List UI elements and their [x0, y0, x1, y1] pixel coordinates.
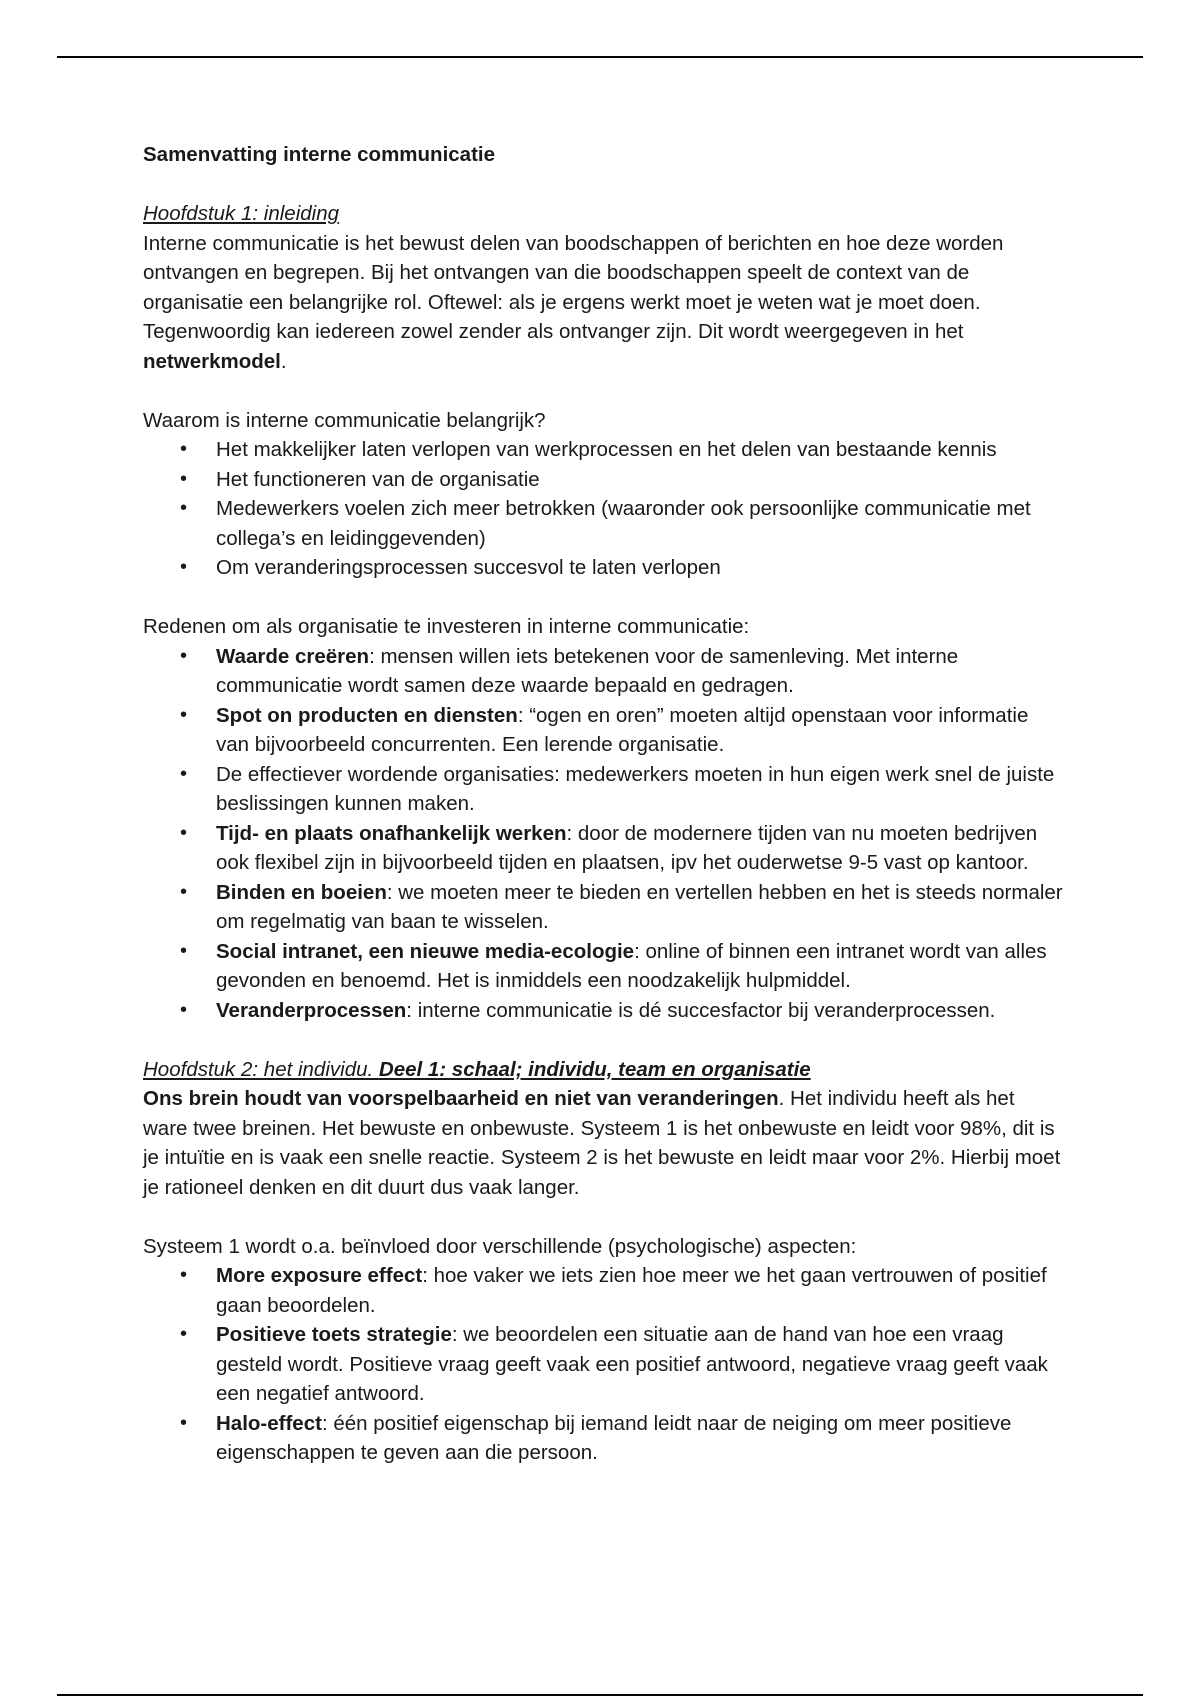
list-item: • De effectiever wordende organisaties: medewerkers moeten in hun eigen werk snel de juiste beslissingen kunnen maken. [143, 760, 1063, 819]
list-item: • Positieve toets strategie: we beoordelen een situatie aan de hand van hoe een vraag gesteld wordt. Positieve vraag geeft vaak een positief antwoord, negatieve vraag geeft vaak een negatief antwoord. [143, 1320, 1063, 1409]
system-1-question: Systeem 1 wordt o.a. beïnvloed door verschillende (psychologische) aspecten: [143, 1234, 857, 1258]
list-item: • More exposure effect: hoe vaker we iets zien hoe meer we het gaan vertrouwen of positief gaan beoordelen. [143, 1261, 1063, 1320]
list-item: • Waarde creëren: mensen willen iets betekenen voor de samenleving. Met interne communicatie wordt samen deze waarde bepaald en gedragen. [143, 642, 1063, 701]
term-netwerkmodel: netwerkmodel [143, 349, 281, 373]
chapter-1-intro: Interne communicatie is het bewust delen van boodschappen of berichten en hoe deze worden ontvangen en begrepen. Bij het ontvangen van die boodschappen speelt de context van de organisatie een belangrijke rol. Oftewel: als je ergens werkt moet je weten wat je moet doen. Tegenwoordig kan iedereen zowel zender als ontvanger zijn. Dit wordt weergegeven in het netwerkmodel. [143, 231, 1004, 373]
list-item: • Het makkelijker laten verlopen van werkprocessen en het delen van bestaande kennis [143, 435, 1063, 465]
reasons-list [143, 642, 1063, 1026]
list-item: • Social intranet, een nieuwe media-ecologie: online of binnen een intranet wordt van alles gevonden en benoemd. Het is inmiddels een noodzakelijk hulpmiddel. [143, 937, 1063, 996]
list-item: • Medewerkers voelen zich meer betrokken (waaronder ook persoonlijke communicatie met collega’s en leidinggevenden) [143, 494, 1063, 553]
why-question: Waarom is interne communicatie belangrijk? [143, 408, 546, 432]
list-item: • Halo-effect: één positief eigenschap bij iemand leidt naar de neiging om meer positieve eigenschappen te geven aan die persoon. [143, 1409, 1063, 1468]
list-item: • Tijd- en plaats onafhankelijk werken: door de modernere tijden van nu moeten bedrijven ook flexibel zijn in bijvoorbeeld tijden en plaatsen, ipv het ouderwetse 9-5 vast op kantoor. [143, 819, 1063, 878]
chapter-2-heading: Hoofdstuk 2: het individu. Deel 1: schaal; individu, team en organisatie [143, 1057, 811, 1081]
aspects-list [143, 1261, 1063, 1468]
header-rule [57, 56, 1143, 58]
reasons-question: Redenen om als organisatie te investeren in interne communicatie: [143, 615, 750, 638]
footer-rule [57, 1694, 1143, 1696]
list-item: • Binden en boeien: we moeten meer te bieden en vertellen hebben en het is steeds normaler om regelmatig van baan te wisselen. [143, 878, 1063, 937]
chapter-1-heading: Hoofdstuk 1: inleiding [143, 202, 340, 225]
list-item: • Om veranderingsprocessen succesvol te laten verlopen [143, 553, 1063, 583]
document-body [143, 140, 1063, 1468]
document-title: Samenvatting interne communicatie [143, 143, 496, 166]
why-list [143, 435, 1063, 583]
list-item: • Veranderprocessen: interne communicatie is dé succesfactor bij veranderprocessen. [143, 996, 1063, 1026]
chapter-2-intro: Ons brein houdt van voorspelbaarheid en niet van veranderingen. Het individu heeft als het ware twee breinen. Het bewuste en onbewuste. Systeem 1 is het onbewuste en leidt voor 98%, dit is je intuïtie en is vaak een snelle reactie. Systeem 2 is het bewuste en leidt maar voor 2%. Hierbij moet je rationeel denken en dit duurt dus vaak langer. [143, 1087, 1061, 1199]
list-item: • Spot on producten en diensten: “ogen en oren” moeten altijd openstaan voor informatie van bijvoorbeeld concurrenten. Een lerende organisatie. [143, 701, 1063, 760]
list-item: • Het functioneren van de organisatie [143, 465, 1063, 495]
